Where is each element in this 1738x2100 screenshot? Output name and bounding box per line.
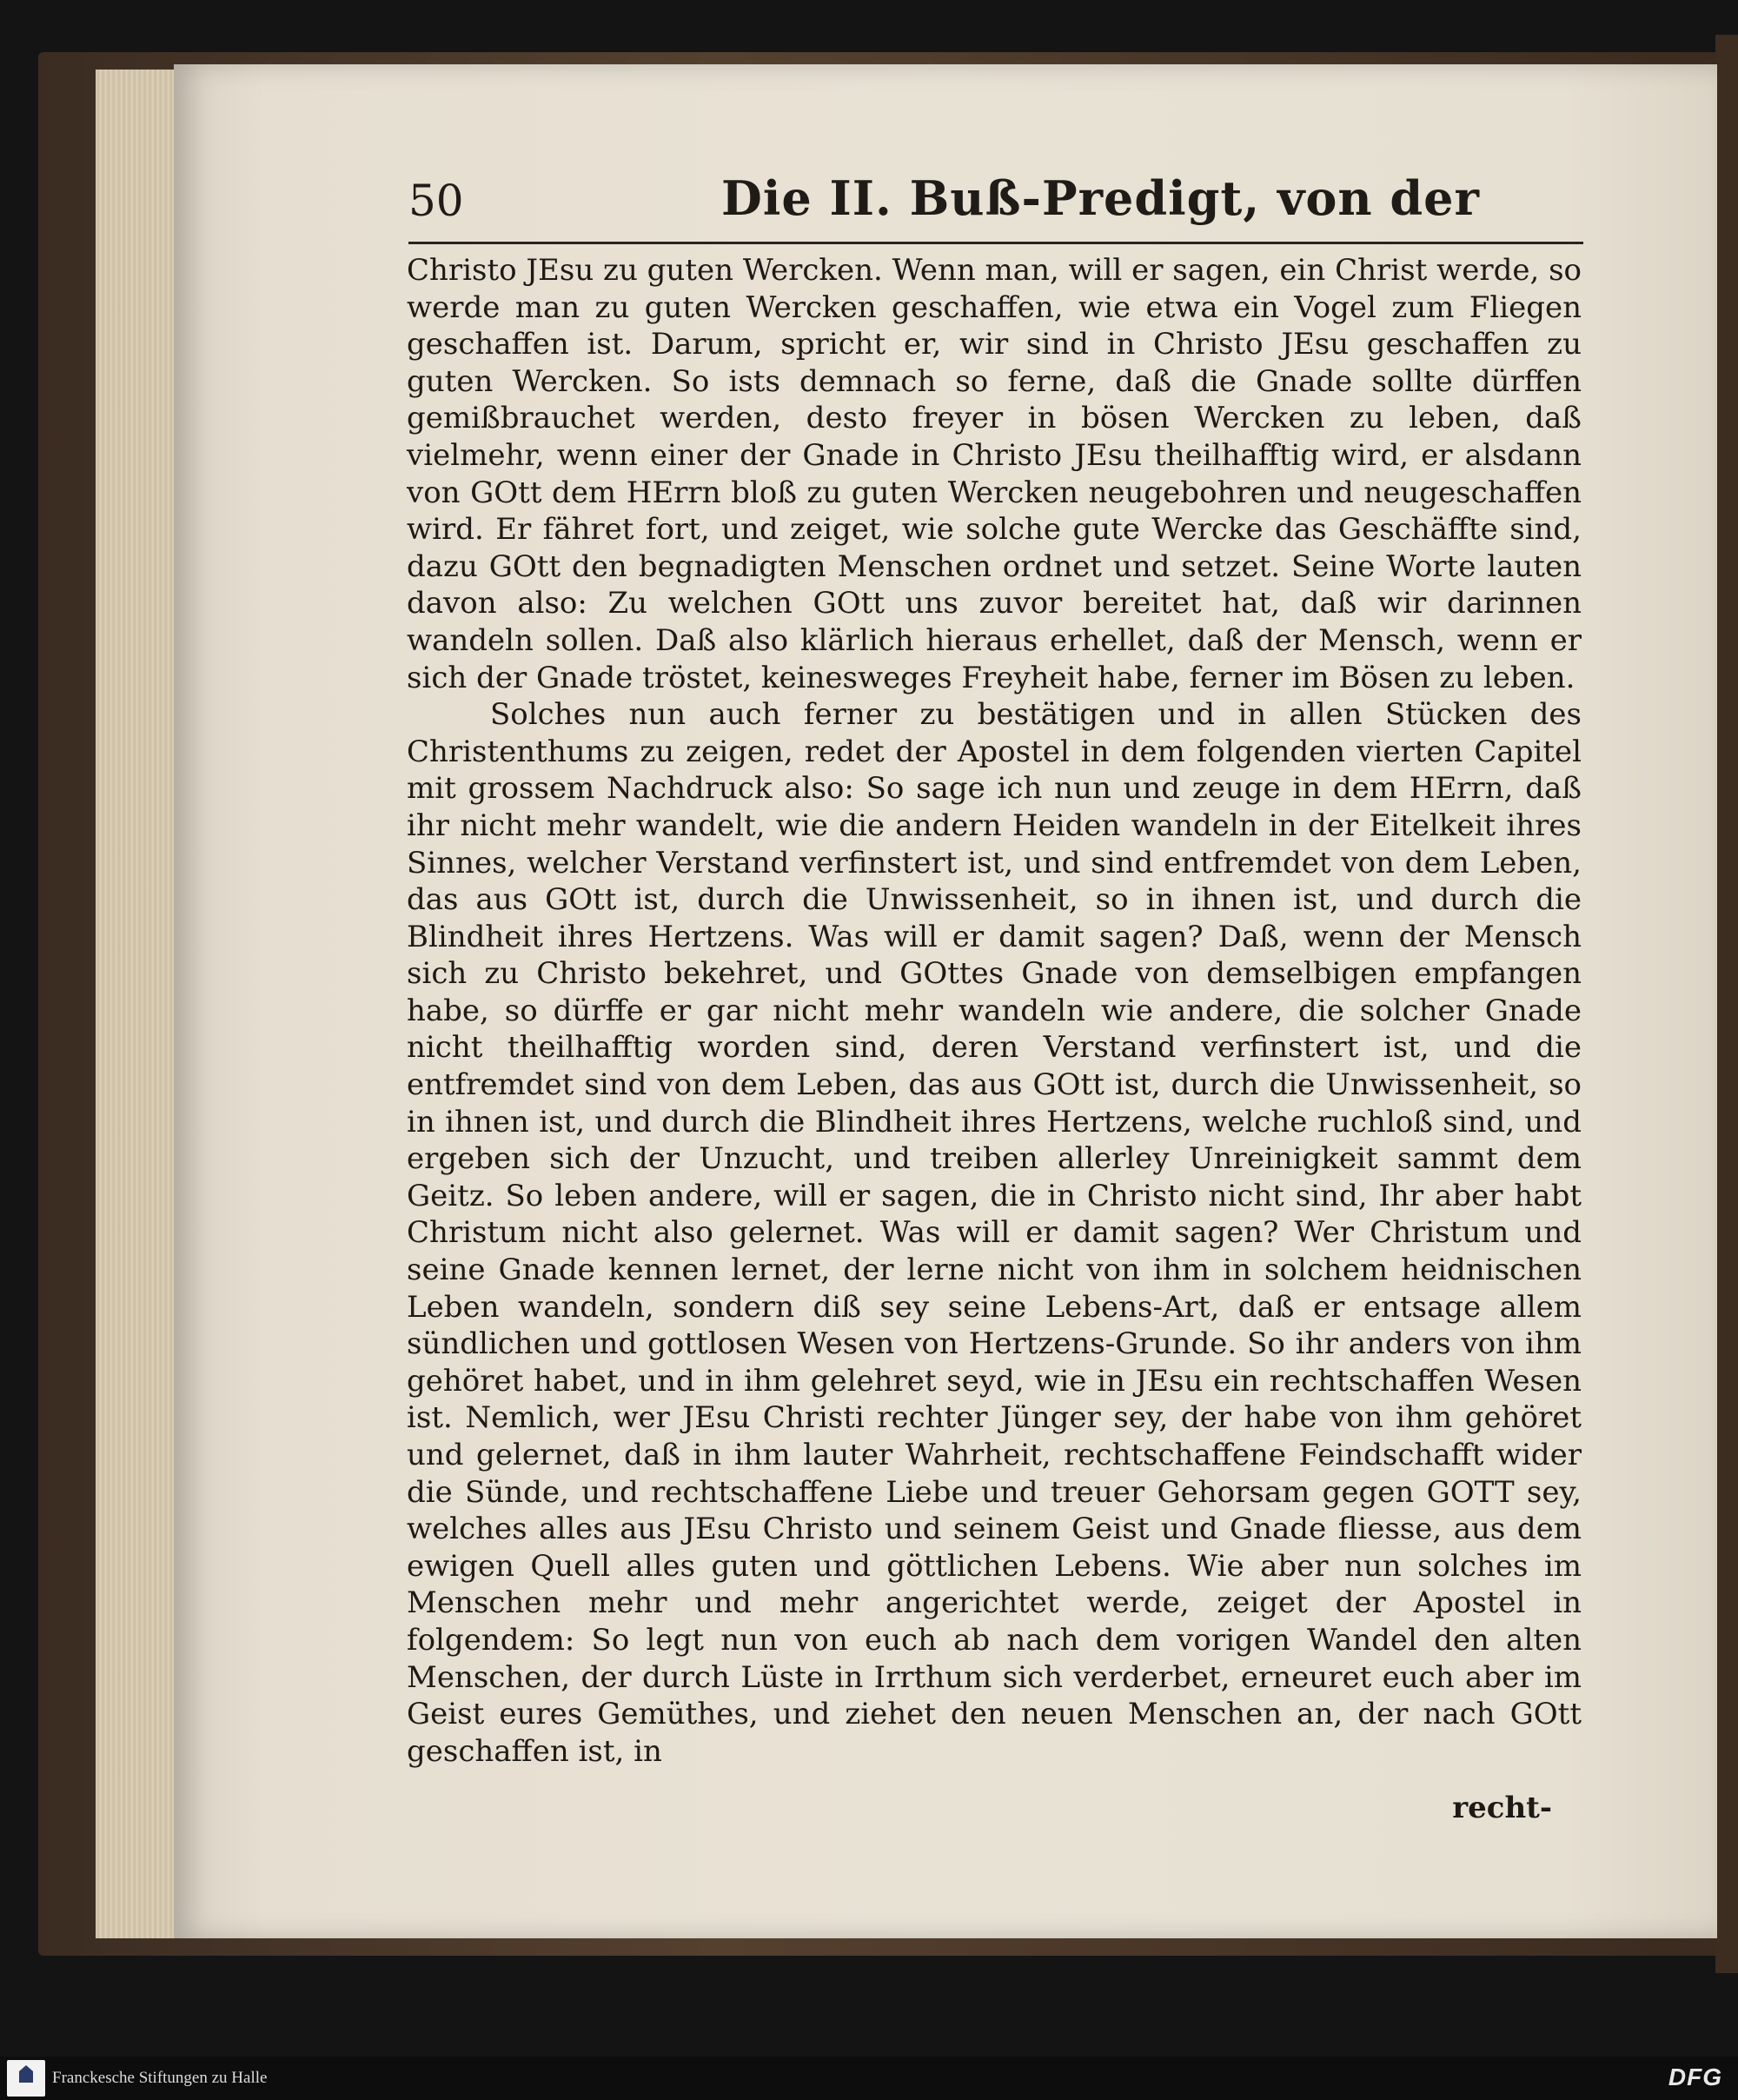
- paragraph-1: Christo JEsu zu guten Wercken. Wenn man, will er sagen, ein Christ werde, so werde man zu guten Wercken geschaffen, wie etwa ein Vogel zum Fliegen geschaffen ist. Darum, spricht er, wir sind in Christo JEsu geschaffen zu guten Wercken. So ists demnach so ferne, daß die Gnade sollte dürffen gemißbrauchet werden, desto freyer in bösen Wercken zu leben, daß vielmehr, wenn einer der Gnade in Christo JEsu theilhafftig wird, er alsdann von GOtt dem HErrn bloß zu guten Wercken neugebohren und neugeschaffen wird. Er fähret fort, und zeiget, wie solche gute Wercke das Geschäffte sind, dazu GOtt den begnadigten Menschen ordnet und setzet. Seine Worte lauten davon also: Zu welchen GOtt uns zuvor bereitet hat, daß wir darinnen wandeln sollen. Daß also klärlich hieraus erhellet, daß der Mensch, wenn er sich der Gnade tröstet, keinesweges Freyheit habe, ferner im Bösen zu leben.: [407, 253, 1582, 695]
- institution-logo-icon: [7, 2060, 45, 2097]
- dfg-logo: DFG: [1668, 2063, 1722, 2090]
- running-title: Die II. Buß-Predigt, von der: [721, 170, 1480, 226]
- page-number: 50: [408, 176, 464, 226]
- header-rule: [408, 242, 1583, 244]
- page-fore-edge: [96, 70, 182, 1938]
- body-text: [407, 252, 1582, 1770]
- institution-name[interactable]: Franckesche Stiftungen zu Halle: [52, 2069, 268, 2087]
- page-header: [408, 170, 1582, 231]
- paragraph-2: Solches nun auch ferner zu bestätigen und in allen Stücken des Christenthums zu zeigen, redet der Apostel in dem folgenden vierten Capitel mit grossem Nachdruck also: So sage ich nun und zeuge in dem HErrn, daß ihr nicht mehr wandelt, wie die andern Heiden wandeln in der Eitelkeit ihres Sinnes, welcher Verstand verfinstert ist, und sind entfremdet von dem Leben, das aus GOtt ist, durch die Unwissenheit, so in ihnen ist, und durch die Blindheit ihres Hertzens. Was will er damit sagen? Daß, wenn der Mensch sich zu Christo bekehret, und GOttes Gnade von demselbigen empfangen habe, so dürffe er gar nicht mehr wandeln wie andere, die solcher Gnade nicht theilhafftig worden sind, deren Verstand verfinstert ist, und die entfremdet sind von dem Leben, das aus GOtt ist, durch die Unwissenheit, so in ihnen ist, und durch die Blindheit ihres Hertzens, welche ruchloß sind, und ergeben sich der Unzucht, und treiben allerley Unreinigkeit sammt dem Geitz. So leben andere, will er sagen, die in Christo nicht sind, Ihr aber habt Christum nicht also gelernet. Was will er damit sagen? Wer Christum und seine Gnade kennen lernet, der lerne nicht von ihm in solchem heidnischen Leben wandeln, sondern diß sey seine Lebens-Art, daß er entsage allem sündlichen und gottlosen Wesen von Hertzens-Grunde. So ihr anders von ihm gehöret habet, und in ihm gelehret seyd, wie in JEsu ein rechtschaffen Wesen ist. Nemlich, wer JEsu Christi rechter Jünger sey, der habe von ihm gehöret und gelernet, daß in ihm lauter Wahrheit, rechtschaffene Feindschafft wider die Sünde, und rechtschaffene Liebe und treuer Gehorsam gegen GOTT sey, welches alles aus JEsu Christo und seinem Geist und Gnade fliesse, aus dem ewigen Quell alles guten und göttlichen Lebens. Wie aber nun solches im Menschen mehr und mehr angerichtet werde, zeiget der Apostel in folgendem: So legt nun von euch ab nach dem vorigen Wandel den alten Menschen, der durch Lüste in Irrthum sich verderbet, erneuret euch aber im Geist eures Gemüthes, und ziehet den neuen Menschen an, der nach GOtt geschaffen ist, in: [407, 697, 1582, 1769]
- catchword: recht-: [1452, 1791, 1552, 1825]
- book-cover-right-edge: [1715, 35, 1738, 1973]
- viewer-footer: [0, 2057, 1738, 2100]
